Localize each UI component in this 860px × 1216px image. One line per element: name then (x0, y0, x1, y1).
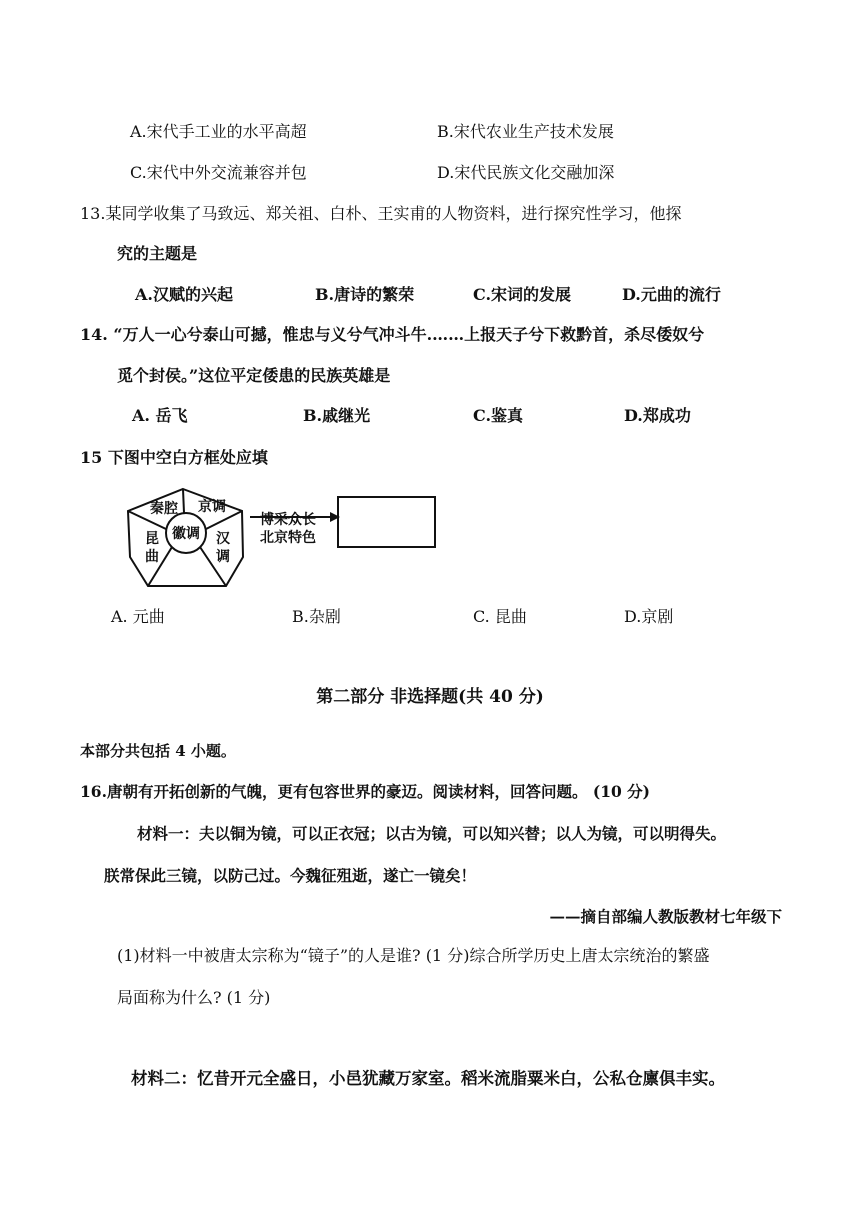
q16-material1-line1: 材料一：夫以铜为镜，可以正衣冠；以古为镜，可以知兴替；以人为镜，可以明得失。 (137, 824, 727, 843)
segment-handiao: 汉调 (216, 531, 230, 565)
q14-option-d: D.郑成功 (624, 406, 691, 425)
q15-option-a: A. 元曲 (111, 607, 165, 626)
q12-option-c: C.宋代中外交流兼容并包 (130, 163, 307, 182)
q13-stem-line2: 究的主题是 (117, 244, 198, 263)
q12-option-d: D.宋代民族文化交融加深 (437, 163, 615, 182)
arrow-label-line2: 北京特色 (260, 530, 316, 546)
segment-kunqu: 昆曲 (145, 531, 159, 565)
segment-jingdiao: 京调 (198, 499, 226, 515)
q14-option-b: B.戚继光 (303, 406, 371, 425)
opera-diagram (126, 487, 442, 589)
q16-source: ——摘自部编人教版教材七年级下 (549, 907, 782, 926)
q15-stem: 15 下图中空白方框处应填 (80, 448, 268, 467)
part2-intro: 本部分共包括 4 小题。 (80, 742, 236, 760)
q15-option-c: C. 昆曲 (473, 607, 527, 626)
q16-stem: 16.唐朝有开拓创新的气魄，更有包容世界的豪迈。阅读材料，回答问题。 (10 分) (80, 782, 650, 801)
q15-option-b: B.杂剧 (292, 607, 341, 626)
q13-option-d: D.元曲的流行 (622, 285, 721, 304)
segment-qinqiang: 秦腔 (150, 501, 178, 517)
q14-stem-line2: 觅个封侯。”这位平定倭患的民族英雄是 (117, 366, 391, 385)
blank-answer-box (338, 497, 435, 547)
q13-option-b: B.唐诗的繁荣 (315, 285, 415, 304)
q12-option-a: A.宋代手工业的水平高超 (130, 122, 307, 141)
part2-heading: 第二部分 非选择题(共 40 分) (316, 687, 544, 707)
q12-option-b: B.宋代农业生产技术发展 (437, 122, 614, 141)
center-huidiao: 徽调 (172, 526, 200, 542)
q13-option-a: A.汉赋的兴起 (135, 285, 233, 304)
q16-material1-line2: 朕常保此三镜，以防己过。今魏征殂逝，遂亡一镜矣！ (104, 866, 477, 885)
q16-sub1-line2: 局面称为什么? (1 分) (117, 988, 271, 1007)
q13-option-c: C.宋词的发展 (473, 285, 572, 304)
q13-stem-line1: 13.某同学收集了马致远、郑关祖、白朴、王实甫的人物资料，进行探究性学习，他探 (80, 204, 682, 223)
q14-stem-line1: 14. “万人一心兮泰山可撼，惟忠与义兮气冲斗牛.……上报天子兮下救黔首，杀尽倭奴兮 (80, 325, 705, 344)
q15-option-d: D.京剧 (624, 607, 674, 626)
q16-material2: 材料二：忆昔开元全盛日，小邑犹藏万家室。稻米流脂粟米白，公私仓廪俱丰实。 (131, 1069, 725, 1088)
arrow-label-line1: 博采众长 (260, 512, 316, 528)
q14-option-a: A. 岳飞 (132, 406, 188, 425)
q14-option-c: C.鉴真 (473, 406, 524, 425)
q16-sub1-line1: (1)材料一中被唐太宗称为“镜子”的人是谁? (1 分)综合所学历史上唐太宗统治的繁盛 (117, 946, 710, 965)
